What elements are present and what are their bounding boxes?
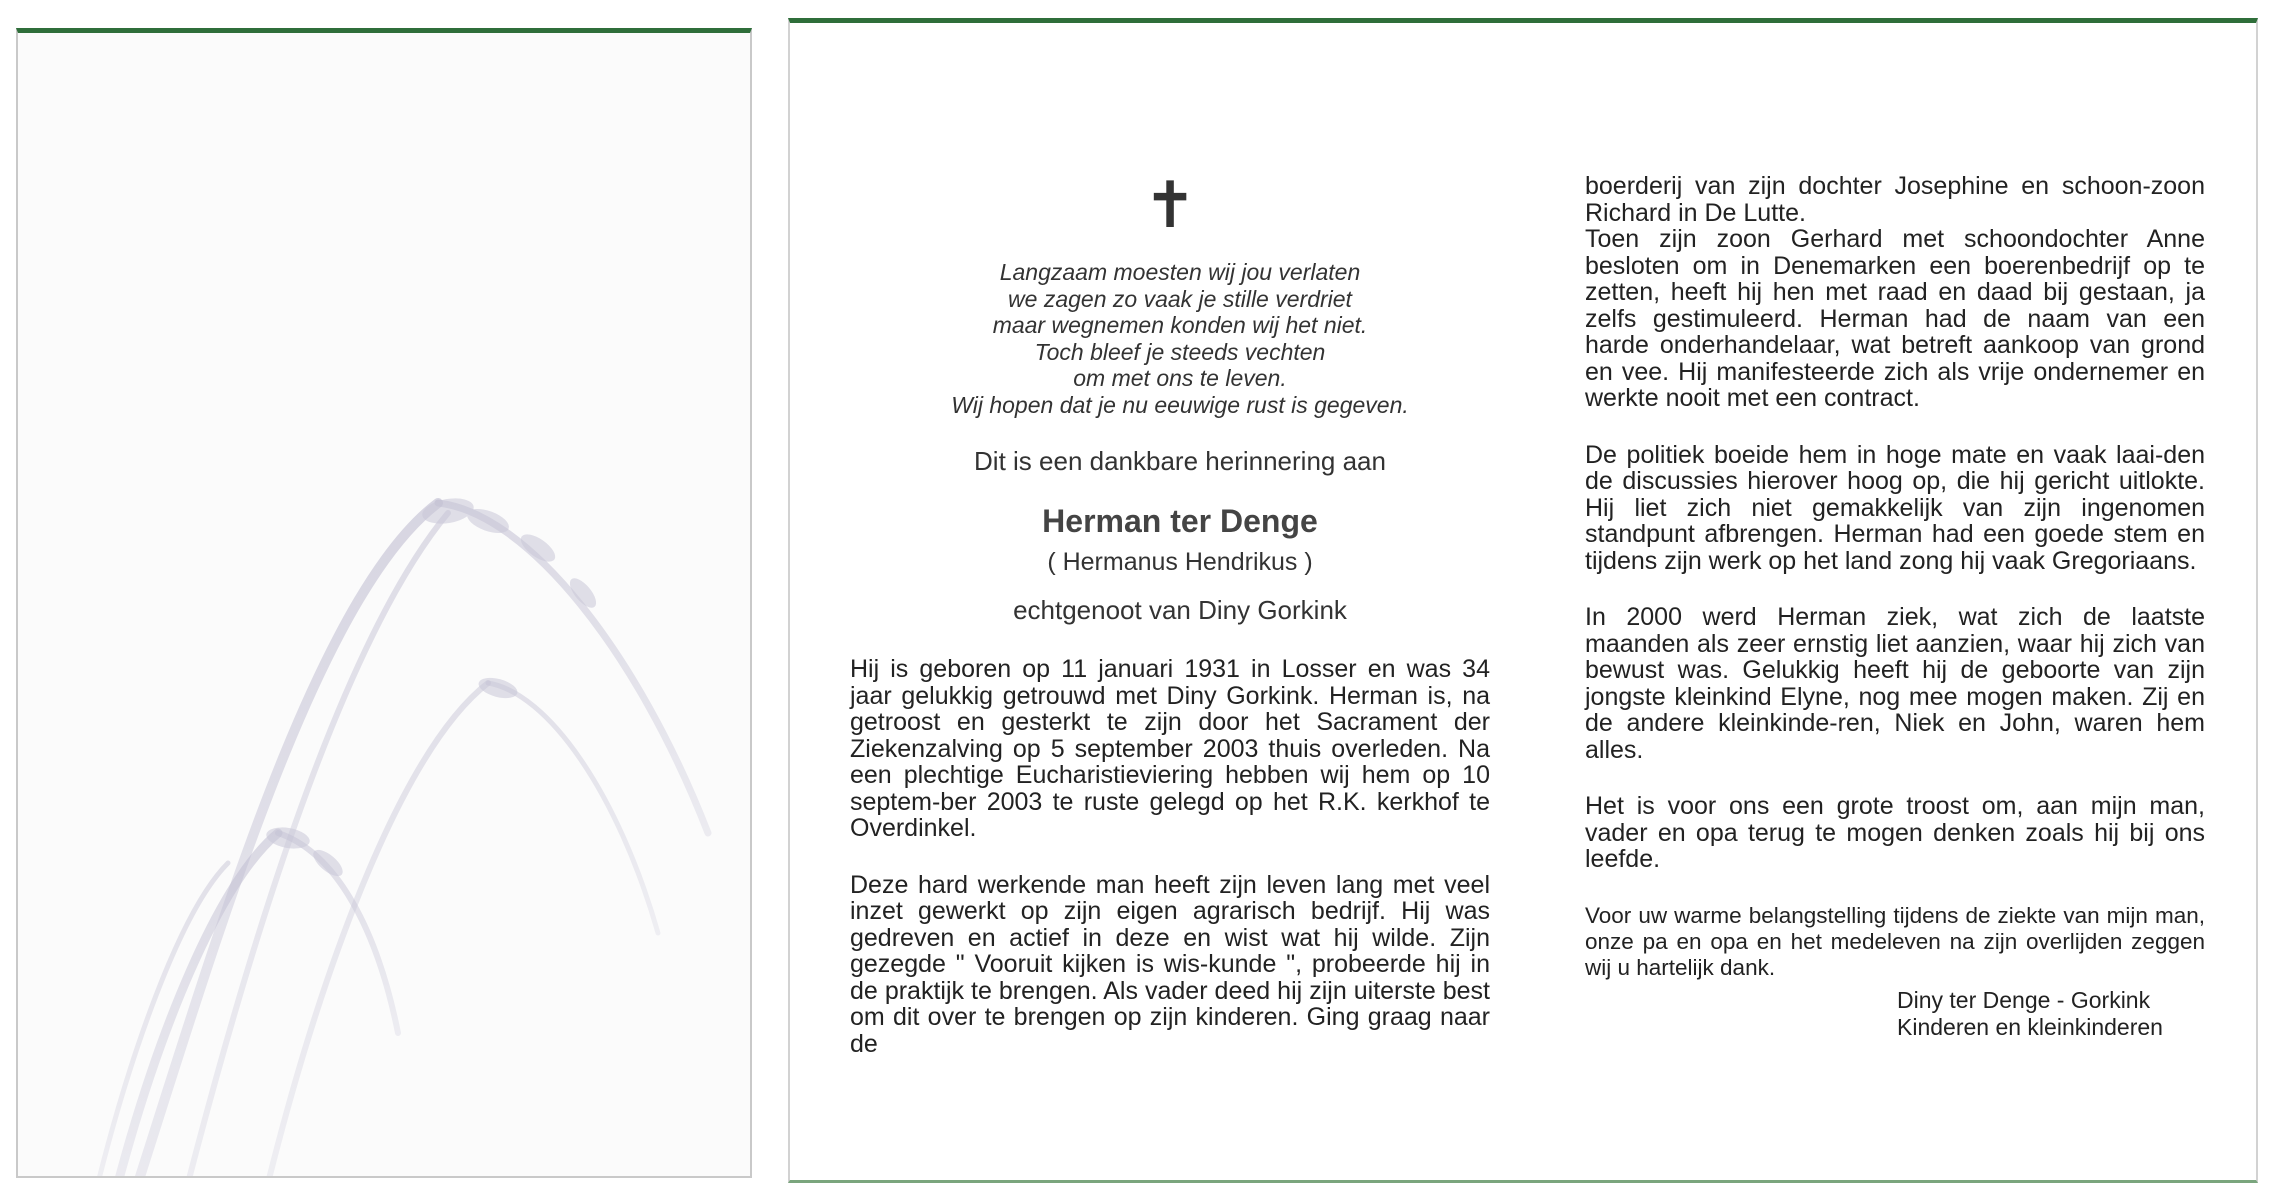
biography-paragraph: boerderij van zijn dochter Josephine en schoon-zoon Richard in De Lutte. Toen zijn zoon Gerhard met schoondochter Anne besloten om in Denemarken een boerenbedrijf op te zetten, heeft hij hen met raad en daad bij gestaan, ja zelfs gestimuleerd. Herman had de naam van een harde onderhandelaar, wat betreft aankoop van grond en vee. Hij manifesteerde zich als vrije ondernemer en werkte nooit met een contract. (1585, 172, 2205, 412)
poem-line: we zagen zo vaak je stille verdriet (1008, 285, 1352, 312)
biography-paragraph: Hij is geboren op 11 januari 1931 in Losser en was 34 jaar gelukkig getrouwd met Diny Gorkink. Herman is, na getroost en gesterkt te zijn door het Sacrament der Ziekenzalving op 5 september 2003 thuis overleden. Na een plechtige Eucharistieviering hebben wij hem op 10 septem-ber 2003 te ruste gelegd op het R.K. kerkhof te Overdinkel. (850, 655, 1490, 842)
signature-line: Diny ter Denge - Gorkink (1897, 986, 2151, 1013)
poem (870, 259, 1490, 418)
right-column (1585, 173, 2205, 1041)
intro-text: Dit is een dankbare herinnering aan (974, 446, 1386, 476)
grass-stalks-illustration (18, 33, 752, 1178)
biography-paragraph: In 2000 werd Herman ziek, wat zich de laatste maanden als zeer ernstig liet aanzien, waar hij zich van bewust was. Gelukkig heeft hij de geboorte van zijn jongste kleinkind Elyne, nog mee mogen maken. Zij en de andere kleinkinde-ren, Niek en John, waren hem alles. (1585, 603, 2205, 764)
deceased-full-name: ( Hermanus Hendrikus ) (1047, 548, 1313, 576)
spouse-line: echtgenoot van Diny Gorkink (1013, 595, 1347, 625)
poem-line: maar wegnemen konden wij het niet. (992, 312, 1368, 338)
signature-line: Kinderen en kleinkinderen (1897, 1013, 2163, 1040)
left-column (850, 169, 1490, 1058)
poem-line: om met ons te leven. (1073, 365, 1287, 391)
signature (1897, 987, 2205, 1041)
cross-icon: ✝ (1143, 169, 1197, 241)
biography-paragraph: Het is voor ons een grote troost om, aan mijn man, vader en opa terug te mogen denken zoals hij bij ons leefde. (1585, 792, 2205, 873)
deceased-name: Herman ter Denge (1042, 503, 1318, 539)
biography-paragraph: Deze hard werkende man heeft zijn leven lang met veel inzet gewerkt op zijn eigen agrarisch bedrijf. Hij was gedreven en actief in deze en wist wat hij wilde. Zijn gezegde " Vooruit kijken is wis-kunde ", probeerde hij in de praktijk te brengen. Als vader deed hij zijn uiterste best om dit over te brengen op zijn kinderen. Ging graag naar de (850, 870, 1490, 1058)
card-inside (788, 18, 2258, 1183)
biography-paragraph: De politiek boeide hem in hoge mate en vaak laai-den de discussies hierover hoog op, die hij gericht uitlokte. Hij liet zich niet gemakkelijk van zijn ingenomen standpunt afbrengen. Herman had een goede stem en tijdens zijn werk op het land zong hij vaak Gregoriaans. (1585, 440, 2205, 575)
poem-line: Langzaam moesten wij jou verlaten (999, 259, 1361, 285)
thank-you-note: Voor uw warme belangstelling tijdens de ziekte van mijn man, onze pa en opa en het medeleven na zijn overlijden zeggen wij u hartelijk dank. (1585, 902, 2205, 980)
poem-line: Toch bleef je steeds vechten (1034, 338, 1326, 365)
card-front (16, 28, 752, 1178)
poem-line: Wij hopen dat je nu eeuwige rust is gegeven. (951, 391, 1409, 418)
